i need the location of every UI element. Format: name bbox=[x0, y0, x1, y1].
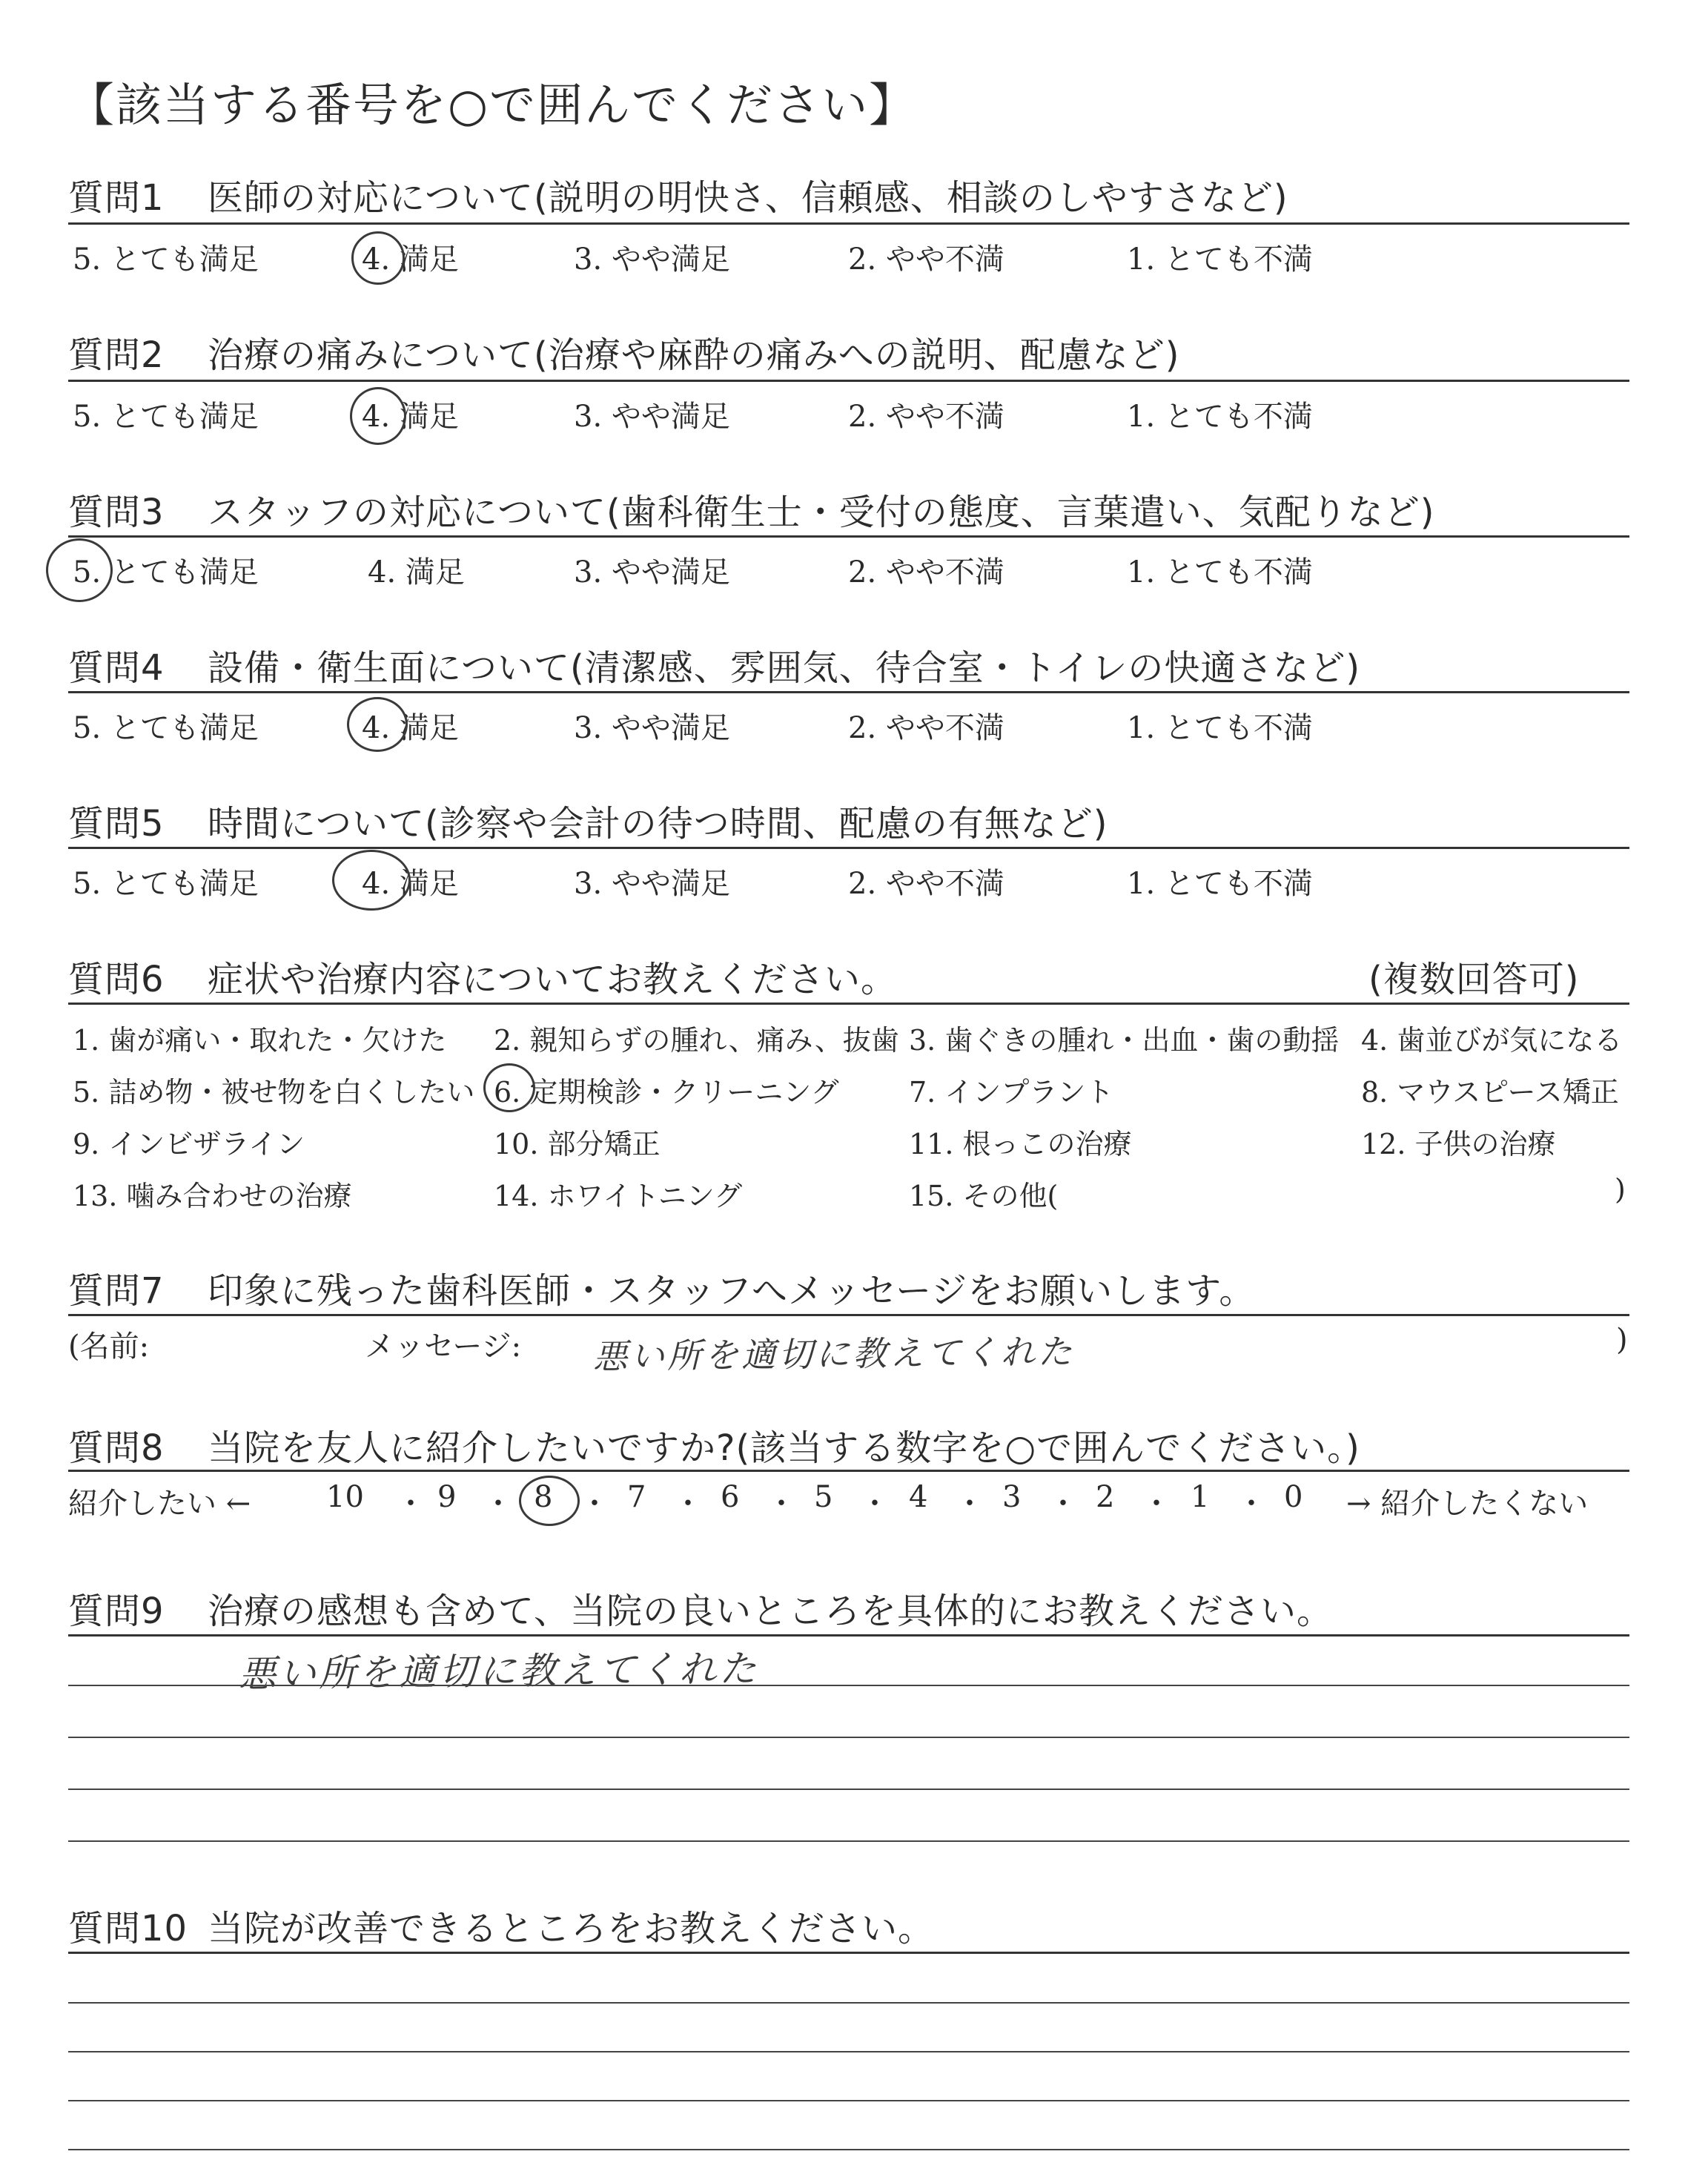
scale-2[interactable]: 2 bbox=[1096, 1480, 1115, 1514]
divider bbox=[68, 847, 1629, 849]
q6-option-6[interactable]: 6. 定期検診・クリーニング bbox=[494, 1076, 839, 1109]
question-number: 質問8 bbox=[68, 1427, 165, 1469]
scale-separator: ・ bbox=[673, 1487, 703, 1521]
question-number: 質問5 bbox=[68, 803, 165, 845]
q2-option-2[interactable]: 2. やや不満 bbox=[848, 400, 1004, 434]
q6-option-14[interactable]: 14. ホワイトニング bbox=[494, 1180, 743, 1212]
q2-option-1[interactable]: 1. とても不満 bbox=[1127, 400, 1313, 434]
question-text: 症状や治療内容についてお教えください。 bbox=[208, 959, 898, 1000]
q6-other-close: ) bbox=[1615, 1173, 1626, 1206]
q1-option-4[interactable]: 4. 満足 bbox=[362, 242, 459, 277]
answer-line bbox=[68, 1685, 1629, 1686]
q6-option-7[interactable]: 7. インプラント bbox=[909, 1076, 1114, 1109]
divider bbox=[68, 380, 1629, 382]
handwritten-answer: 悪い所を適切に教えてくれた bbox=[238, 1647, 760, 1696]
scale-separator: ・ bbox=[767, 1487, 796, 1521]
answer-line bbox=[68, 2149, 1629, 2150]
handwritten-message: 悪い所を適切に教えてくれた bbox=[592, 1331, 1076, 1377]
q6-option-5[interactable]: 5. 詰め物・被せ物を白くしたい bbox=[73, 1076, 475, 1109]
question-3-title bbox=[68, 483, 1435, 535]
question-text: 治療の痛みについて(治療や麻酔の痛みへの説明、配慮など) bbox=[208, 334, 1180, 376]
q1-option-3[interactable]: 3. やや満足 bbox=[574, 242, 730, 277]
q2-option-3[interactable]: 3. やや満足 bbox=[574, 400, 730, 434]
q6-option-8[interactable]: 8. マウスピース矯正 bbox=[1361, 1076, 1619, 1109]
q3-option-5[interactable]: 5. とても満足 bbox=[73, 555, 259, 589]
question-number: 質問2 bbox=[68, 334, 165, 376]
question-text: 時間について(診察や会計の待つ時間、配慮の有無など) bbox=[208, 803, 1108, 845]
answer-line bbox=[68, 2051, 1629, 2052]
q4-option-1[interactable]: 1. とても不満 bbox=[1127, 711, 1313, 745]
question-5-title bbox=[68, 795, 1108, 846]
q6-option-11[interactable]: 11. 根っこの治療 bbox=[909, 1128, 1132, 1160]
scale-separator: ・ bbox=[1142, 1487, 1171, 1521]
q3-option-2[interactable]: 2. やや不満 bbox=[848, 555, 1004, 589]
question-7-title bbox=[68, 1262, 1255, 1313]
question-text: 印象に残った歯科医師・スタッフへメッセージをお願いします。 bbox=[208, 1270, 1256, 1312]
divider bbox=[68, 535, 1629, 538]
question-number: 質問4 bbox=[68, 647, 165, 689]
question-text: 当院を友人に紹介したいですか?(該当する数字を○で囲んでください。) bbox=[208, 1427, 1360, 1469]
divider bbox=[68, 1314, 1629, 1316]
q6-option-1[interactable]: 1. 歯が痛い・取れた・欠けた bbox=[73, 1024, 447, 1057]
scale-7[interactable]: 7 bbox=[627, 1480, 646, 1514]
question-6-title bbox=[68, 951, 897, 1002]
divider bbox=[68, 691, 1629, 693]
q3-option-4[interactable]: 4. 満足 bbox=[368, 555, 465, 589]
divider bbox=[68, 1634, 1629, 1636]
q5-option-5[interactable]: 5. とても満足 bbox=[73, 867, 259, 901]
scale-8[interactable]: 8 bbox=[534, 1480, 553, 1514]
q6-option-9[interactable]: 9. インビザライン bbox=[73, 1128, 305, 1160]
scale-0[interactable]: 0 bbox=[1284, 1480, 1303, 1514]
question-1-title bbox=[68, 169, 1288, 220]
scale-separator: ・ bbox=[396, 1487, 426, 1521]
divider bbox=[68, 1470, 1629, 1472]
answer-line bbox=[68, 1789, 1629, 1790]
question-10-title bbox=[68, 1900, 934, 1951]
q6-option-4[interactable]: 4. 歯並びが気になる bbox=[1361, 1024, 1623, 1057]
q1-option-1[interactable]: 1. とても不満 bbox=[1127, 242, 1313, 277]
q6-option-12[interactable]: 12. 子供の治療 bbox=[1361, 1128, 1556, 1160]
question-text: 設備・衛生面について(清潔感、雰囲気、待合室・トイレの快適さなど) bbox=[208, 647, 1361, 689]
scale-separator: ・ bbox=[580, 1487, 609, 1521]
q6-option-10[interactable]: 10. 部分矯正 bbox=[494, 1128, 661, 1160]
q5-option-4[interactable]: 4. 満足 bbox=[362, 867, 459, 901]
q3-option-3[interactable]: 3. やや満足 bbox=[574, 555, 730, 589]
message-close: ) bbox=[1616, 1323, 1628, 1357]
q1-option-5[interactable]: 5. とても満足 bbox=[73, 242, 259, 277]
question-text: スタッフの対応について(歯科衛生士・受付の態度、言葉遣い、気配りなど) bbox=[208, 492, 1435, 533]
question-9-title bbox=[68, 1582, 1333, 1634]
scale-9[interactable]: 9 bbox=[437, 1480, 457, 1514]
answer-line bbox=[68, 1737, 1629, 1738]
question-text: 当院が改善できるところをお教えください。 bbox=[208, 1908, 935, 1949]
scale-5[interactable]: 5 bbox=[814, 1480, 833, 1514]
name-label: (名前: bbox=[68, 1330, 150, 1364]
question-text: 医師の対応について(説明の明快さ、信頼感、相談のしやすさなど) bbox=[208, 177, 1288, 219]
message-label: メッセージ: bbox=[365, 1330, 522, 1364]
question-number: 質問10 bbox=[68, 1908, 188, 1949]
q4-option-2[interactable]: 2. やや不満 bbox=[848, 711, 1004, 745]
q2-option-4[interactable]: 4. 満足 bbox=[362, 400, 459, 434]
instruction-header: 【該当する番号を○で囲んでください】 bbox=[68, 78, 917, 132]
q6-option-3[interactable]: 3. 歯ぐきの腫れ・出血・歯の動揺 bbox=[909, 1024, 1340, 1057]
scale-3[interactable]: 3 bbox=[1002, 1480, 1022, 1514]
answer-line bbox=[68, 1840, 1629, 1842]
q1-option-2[interactable]: 2. やや不満 bbox=[848, 242, 1004, 277]
q4-option-4[interactable]: 4. 満足 bbox=[362, 711, 459, 745]
question-4-title bbox=[68, 639, 1360, 690]
scale-1[interactable]: 1 bbox=[1191, 1480, 1210, 1514]
question-number: 質問9 bbox=[68, 1591, 165, 1632]
q4-option-3[interactable]: 3. やや満足 bbox=[574, 711, 730, 745]
recommend-right-label: → 紹介したくない bbox=[1346, 1487, 1589, 1521]
q4-option-5[interactable]: 5. とても満足 bbox=[73, 711, 259, 745]
scale-4[interactable]: 4 bbox=[909, 1480, 928, 1514]
q5-option-1[interactable]: 1. とても不満 bbox=[1127, 867, 1313, 901]
scale-10[interactable]: 10 bbox=[326, 1480, 364, 1514]
q6-option-15[interactable]: 15. その他( bbox=[909, 1180, 1059, 1212]
q6-option-2[interactable]: 2. 親知らずの腫れ、痛み、抜歯 bbox=[494, 1024, 899, 1057]
q2-option-5[interactable]: 5. とても満足 bbox=[73, 400, 259, 434]
question-number: 質問3 bbox=[68, 492, 165, 533]
q5-option-3[interactable]: 3. やや満足 bbox=[574, 867, 730, 901]
divider bbox=[68, 1003, 1629, 1005]
multiple-answer-note: (複数回答可) bbox=[1368, 959, 1580, 1000]
question-text: 治療の感想も含めて、当院の良いところを具体的にお教えください。 bbox=[208, 1591, 1334, 1632]
recommend-left-label: 紹介したい ← bbox=[68, 1487, 251, 1521]
scale-separator: ・ bbox=[483, 1487, 513, 1521]
scale-6[interactable]: 6 bbox=[721, 1480, 740, 1514]
question-8-title bbox=[68, 1419, 1360, 1470]
divider bbox=[68, 1952, 1629, 1954]
answer-line bbox=[68, 2002, 1629, 2004]
scale-separator: ・ bbox=[1237, 1487, 1266, 1521]
q5-option-2[interactable]: 2. やや不満 bbox=[848, 867, 1004, 901]
question-2-title bbox=[68, 326, 1180, 377]
scale-separator: ・ bbox=[955, 1487, 984, 1521]
question-number: 質問1 bbox=[68, 177, 165, 219]
q6-option-13[interactable]: 13. 噛み合わせの治療 bbox=[73, 1180, 352, 1212]
question-number: 質問6 bbox=[68, 959, 165, 1000]
scale-separator: ・ bbox=[860, 1487, 890, 1521]
q3-option-1[interactable]: 1. とても不満 bbox=[1127, 555, 1313, 589]
scale-separator: ・ bbox=[1048, 1487, 1078, 1521]
question-number: 質問7 bbox=[68, 1270, 165, 1312]
answer-line bbox=[68, 2100, 1629, 2101]
divider bbox=[68, 222, 1629, 225]
